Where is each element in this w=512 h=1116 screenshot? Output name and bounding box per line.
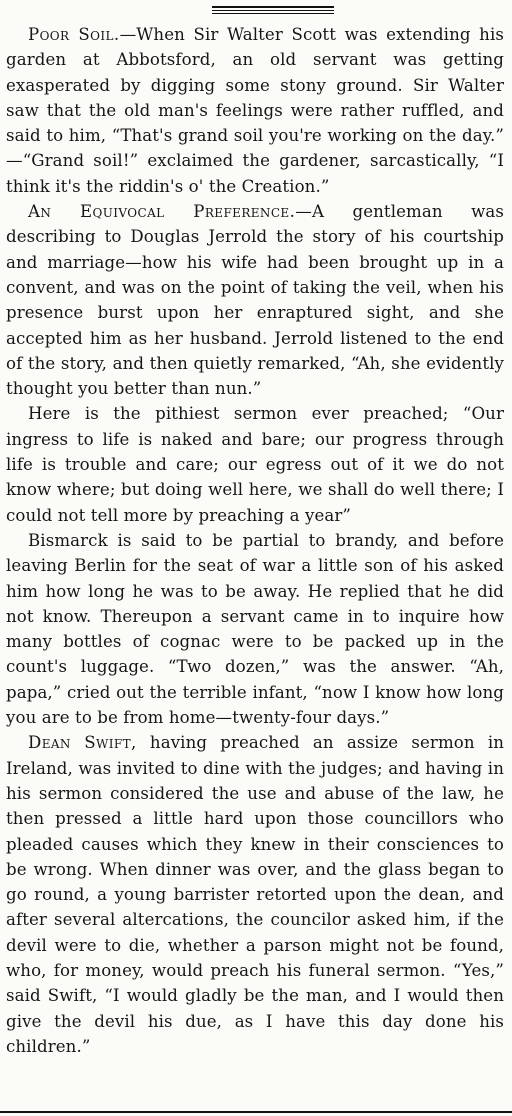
paragraph-heading: An Equivocal Preference.: [28, 202, 296, 222]
paragraph-body: having preached an assize sermon in Ireland, was invited to dine with the judges; and having in his sermon considered the use and abuse of the law, he then pressed a little hard upon those councillors who pleaded causes which they knew in their consciences to be wrong. When dinner was over, and the glass began to go round, a young barrister retorted upon the dean, and after several altercations, the councilor asked him, if the devil were to die, whether a parson might not be found, who, for money, would preach his funeral sermon. “Yes,” said Swift, “I would gladly be the man, and I would then give the devil his due, as I have this day done his children.”: [6, 733, 505, 1056]
paragraph-poor-soil: [6, 22, 504, 199]
text-column: [6, 22, 504, 1059]
paragraph-body: —When Sir Walter Scott was extending his garden at Abbotsford, an old servant was getting exasperated by digging some stony ground. Sir Walter saw that the old man's feelings were rather ruffled, and said to him, “That's grand soil you're working on the day.” —“Grand soil!” exclaimed the gardener, sarcastically, “I think it's the riddin's o' the Creation.”: [6, 25, 504, 196]
bottom-rule: [0, 1111, 512, 1113]
top-ornamental-rule: [212, 6, 334, 8]
paragraph-dean-swift: [6, 730, 504, 1059]
top-ornamental-rule-thin: [212, 10, 334, 11]
paragraph-heading: Dean Swift,: [28, 733, 137, 753]
paragraph-equivocal-preference: [6, 199, 504, 401]
paragraph-pithiest-sermon: [6, 401, 504, 527]
paragraph-body: Here is the pithiest sermon ever preached; “Our ingress to life is naked and bare; our progress through life is trouble and care; our egress out of it we do not know where; but doing well here, we shall do well there; I could not tell more by preaching a year”: [6, 404, 504, 525]
top-ornamental-rule-thin-lower: [212, 13, 334, 14]
paragraph-bismarck: [6, 528, 504, 730]
paragraph-body: —A gentleman was describing to Douglas Jerrold the story of his courtship and marriage—how his wife had been brought up in a convent, and was on the point of taking the veil, when his presence burst upon her enraptured sight, and she accepted him as her husband. Jerrold listened to the end of the story, and then quietly remarked, “Ah, she evidently thought you better than nun.”: [6, 202, 504, 399]
paragraph-heading: Poor Soil.: [28, 25, 120, 44]
paragraph-body: Bismarck is said to be partial to brandy, and before leaving Berlin for the seat of war a little son of his asked him how long he was to be away. He replied that he did not know. Thereupon a servant came in to inquire how many bottles of cognac were to be packed up in the count's luggage. “Two dozen,” was the answer. “Ah, papa,” cried out the terrible infant, “now I know how long you are to be from home—twenty-four days.”: [6, 530, 504, 728]
